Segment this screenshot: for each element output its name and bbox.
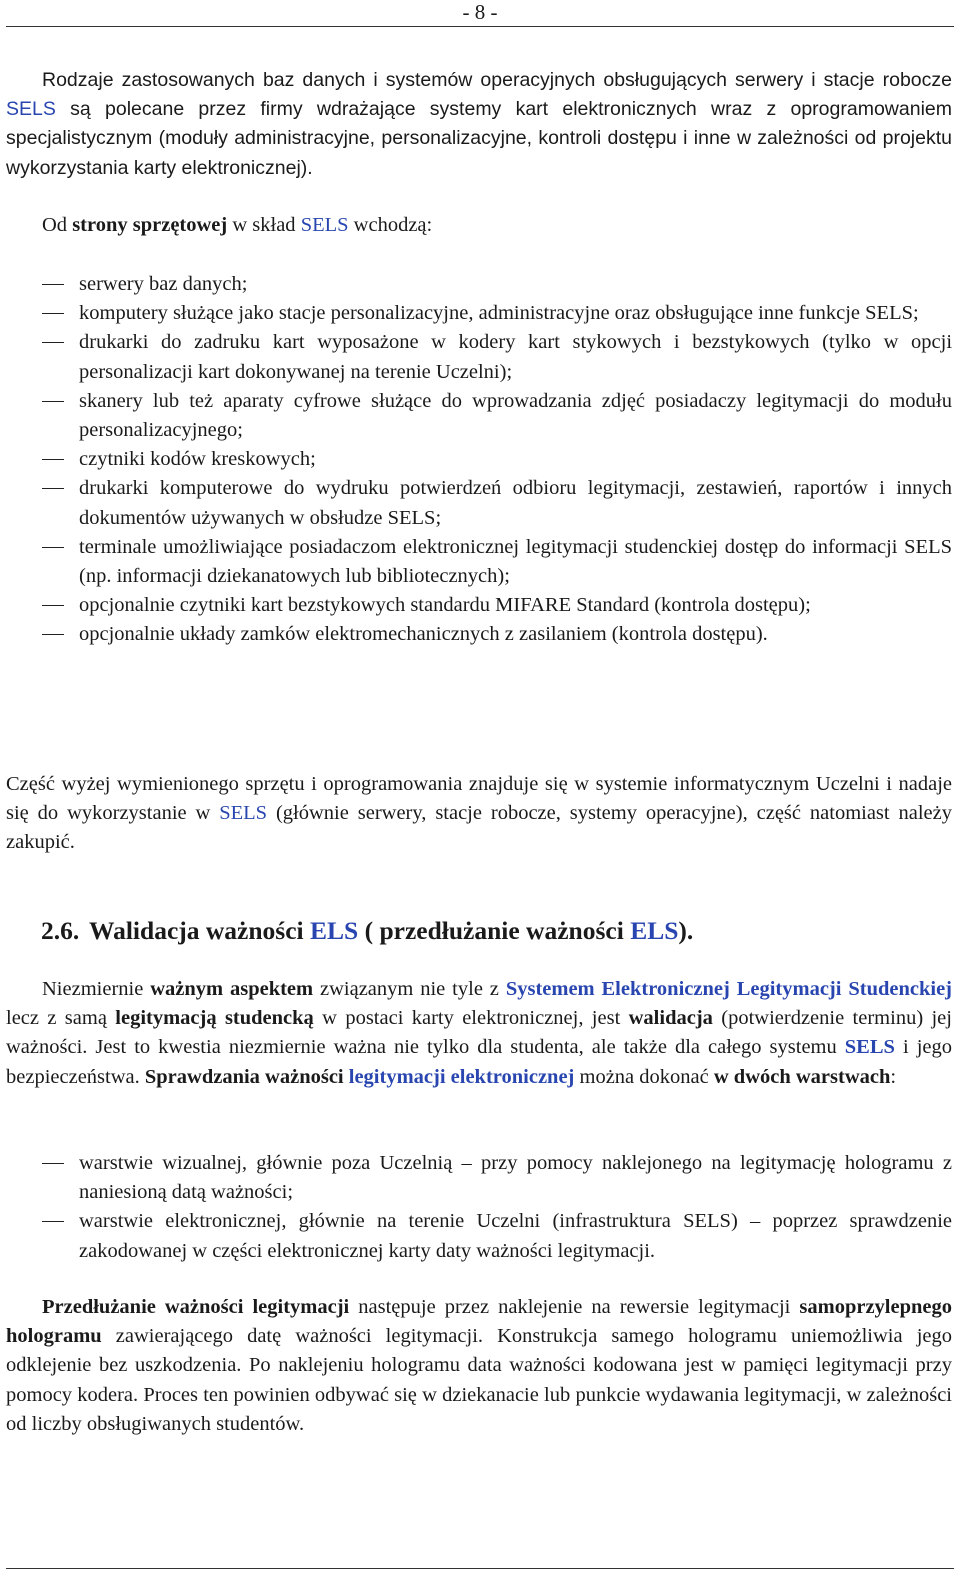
text-run: ); bbox=[798, 594, 811, 617]
text-run: i jego bezpieczeństwa. bbox=[6, 1036, 952, 1088]
text-run: umożliwiające posiadaczom elektronicznej legitymacji studenckiej bbox=[156, 535, 725, 558]
text-run: SELS bbox=[683, 1210, 731, 1233]
text-run: ) – poprzez sprawdzenie zakodowanej w części elektronicznej karty daty ważności legitymacji. bbox=[79, 1210, 952, 1262]
text-run: , głównie poza Uczelnią – przy pomocy naklejonego na legitymację hologramu z naniesioną datą ważności; bbox=[79, 1152, 952, 1204]
text-run: SELS bbox=[6, 98, 56, 121]
text-run: kontrola dostępu bbox=[618, 623, 756, 646]
text-run: w dwóch warstwach bbox=[713, 1065, 891, 1088]
list-item bbox=[6, 1207, 952, 1265]
text-run: , głównie na terenie Uczelni (infrastruktura bbox=[281, 1210, 684, 1233]
section-number: 2.6. bbox=[41, 916, 80, 945]
text-run: związanym nie tyle z bbox=[313, 978, 506, 1000]
dash-bullet-icon bbox=[42, 634, 64, 635]
text-run: SELS bbox=[865, 302, 913, 325]
text-run: w postaci karty elektronicznej, jest bbox=[313, 1007, 629, 1030]
text-run: ważnym aspektem bbox=[150, 978, 314, 1000]
text-run: wchodzą: bbox=[348, 214, 433, 236]
text-run: SELS bbox=[219, 802, 268, 825]
dash-bullet-icon bbox=[42, 1163, 64, 1164]
text-run: drukarki komputerowe bbox=[79, 477, 273, 500]
text-run: samoprzylepnego hologramu bbox=[6, 1296, 952, 1348]
dash-bullet-icon bbox=[42, 284, 64, 285]
dash-bullet-icon bbox=[42, 1221, 64, 1222]
text-run: serwery baz danych bbox=[79, 273, 242, 295]
list-item bbox=[6, 620, 952, 649]
list-item bbox=[6, 387, 952, 445]
text-run: dostęp do informacji bbox=[724, 535, 905, 558]
text-run: kontrola dostępu bbox=[661, 594, 799, 617]
header-rule bbox=[6, 26, 954, 27]
text-run: komputery bbox=[79, 302, 168, 325]
text-run: czytniki kart bezstykowych bbox=[179, 594, 406, 617]
text-run: stacje personalizacyjne bbox=[278, 302, 469, 325]
text-run: ; bbox=[241, 273, 248, 295]
text-run: drukarki do zadruku kart bbox=[79, 331, 305, 354]
dash-bullet-icon bbox=[42, 459, 64, 460]
paragraph-validation bbox=[6, 975, 952, 1092]
text-run: Systemem Elektronicznej Legitymacji Studenckiej bbox=[505, 978, 952, 1000]
text-run: wyposażone w bbox=[304, 331, 459, 354]
list-item bbox=[6, 533, 952, 591]
text-run: następuje przez naklejenie na rewersie legitymacji bbox=[349, 1296, 800, 1318]
dash-bullet-icon bbox=[42, 547, 64, 548]
text-run: w skład bbox=[227, 214, 301, 236]
section-title-part1: Walidacja ważności bbox=[89, 916, 310, 945]
text-run: do wydruku potwierdzeń odbioru legitymacji, zestawień, raportów i innych dokumentów używanych w obsłudze bbox=[79, 477, 952, 529]
text-run: zawierającego datę ważności legitymacji. Konstrukcja samego hologramu uniemożliwia jego odklejenie bez uszkodzenia. Po naklejeniu hologramu data ważności kodowana jest w pamięci legitymacji przy pomocy kodera. Proces ten powinien odbywać się w dziekanacie lub punkcie wydawania legitymacji, w zależności od liczby obsługiwanych studentów. bbox=[6, 1325, 952, 1435]
list-item bbox=[6, 1149, 952, 1207]
text-run: Od bbox=[42, 214, 73, 236]
text-run: : bbox=[890, 1065, 897, 1088]
text-run: administracyjne bbox=[478, 302, 610, 325]
list-item bbox=[6, 445, 952, 474]
text-run: legitymacji elektronicznej bbox=[348, 1065, 575, 1088]
text-run: Rodzaje zastosowanych baz danych i systemów operacyjnych obsługujących serwery i stacje robocze bbox=[42, 69, 952, 91]
paragraph-hardware-intro bbox=[6, 211, 952, 240]
text-run: SELS bbox=[387, 506, 436, 529]
text-run: lecz z samą bbox=[6, 1007, 116, 1030]
text-run: , bbox=[468, 302, 479, 325]
text-run: służące do wprowadzania zdjęć posiadaczy legitymacji do modułu personalizacyjnego; bbox=[79, 389, 952, 442]
page-number: - 8 - bbox=[462, 0, 498, 24]
text-run: (np. informacji dziekanatowych lub bibliotecznych); bbox=[79, 565, 510, 588]
text-run: legitymacją studencką bbox=[115, 1007, 314, 1030]
text-run: ; bbox=[435, 506, 442, 529]
dash-bullet-icon bbox=[42, 605, 64, 606]
dash-bullet-icon bbox=[42, 488, 64, 489]
text-run: ; bbox=[310, 448, 316, 471]
paragraph-extension bbox=[6, 1293, 952, 1439]
dash-bullet-icon bbox=[42, 313, 64, 314]
list-item bbox=[6, 270, 952, 299]
text-run: Niezmiernie bbox=[42, 978, 151, 1000]
section-title-els-1: ELS bbox=[310, 916, 359, 945]
text-run: oraz obsługujące inne funkcje bbox=[609, 302, 866, 325]
text-run: czytniki kodów kreskowych bbox=[79, 448, 311, 471]
hardware-list bbox=[6, 270, 952, 650]
dash-bullet-icon bbox=[42, 342, 64, 343]
section-heading bbox=[41, 915, 693, 947]
text-run: SELS bbox=[904, 535, 952, 558]
text-run: kodery kart stykowych i bezstykowych bbox=[458, 331, 810, 354]
text-run: z zasilaniem ( bbox=[499, 623, 619, 646]
text-run: układy zamków elektromechanicznych bbox=[179, 623, 500, 646]
text-run: (potwierdzenie terminu) jej ważności. Jest to kwestia niezmiernie ważna nie tylko dla studenta, ale także dla całego systemu bbox=[6, 1007, 952, 1059]
text-run: ; bbox=[913, 302, 919, 325]
section-title-part2: ( przedłużanie ważności bbox=[358, 916, 631, 945]
paragraph-existing-hardware bbox=[6, 770, 952, 858]
text-run: strony sprzętowej bbox=[72, 214, 228, 236]
text-run: warstwie elektronicznej bbox=[79, 1210, 282, 1233]
text-run: ). bbox=[755, 623, 768, 646]
list-item bbox=[6, 591, 952, 620]
text-run: (tylko w opcji personalizacji kart dokonywanej na terenie Uczelni); bbox=[79, 331, 953, 383]
footer-rule bbox=[6, 1568, 954, 1569]
text-run: opcjonalnie bbox=[79, 623, 180, 646]
list-item bbox=[6, 328, 952, 386]
text-run: Sprawdzania ważności bbox=[144, 1065, 349, 1088]
text-run: opcjonalnie bbox=[79, 594, 180, 617]
text-run: służące jako bbox=[167, 302, 279, 325]
text-run: są polecane przez firmy wdrażające systemy kart elektronicznych wraz z oprogramowaniem specjalistycznym (moduły administracyjne, personalizacyjne, kontroli dostępu i inne w zależności od projektu wykorzystania karty elektronicznej). bbox=[6, 98, 952, 179]
text-run: lub też bbox=[142, 389, 224, 412]
text-run: Przedłużanie ważności legitymacji bbox=[42, 1296, 350, 1318]
dash-bullet-icon bbox=[42, 401, 64, 402]
text-run: można dokonać bbox=[574, 1065, 714, 1088]
section-title-els-2: ELS bbox=[630, 916, 679, 945]
text-run: walidacja bbox=[628, 1007, 713, 1030]
text-run: terminale bbox=[79, 535, 157, 558]
list-item bbox=[6, 299, 952, 328]
text-run: skanery bbox=[79, 389, 143, 412]
text-run: warstwie wizualnej bbox=[79, 1152, 242, 1174]
validation-layers-list bbox=[6, 1149, 952, 1266]
text-run: Część wyżej wymienionego sprzętu i oprogramowania znajduje się w systemie informatycznym Uczelni i nadaje się do wykorzystanie w bbox=[6, 773, 952, 825]
text-run: SELS bbox=[300, 214, 349, 236]
text-run: SELS bbox=[844, 1036, 895, 1059]
text-run: (głównie serwery, stacje robocze, systemy operacyjne), część natomiast należy zakupić. bbox=[6, 802, 952, 854]
text-run: standardu MIFARE Standard ( bbox=[405, 594, 662, 617]
section-title-part3: ). bbox=[678, 916, 694, 945]
text-run: aparaty cyfrowe bbox=[223, 389, 361, 412]
paragraph-databases bbox=[6, 66, 952, 183]
list-item bbox=[6, 474, 952, 532]
